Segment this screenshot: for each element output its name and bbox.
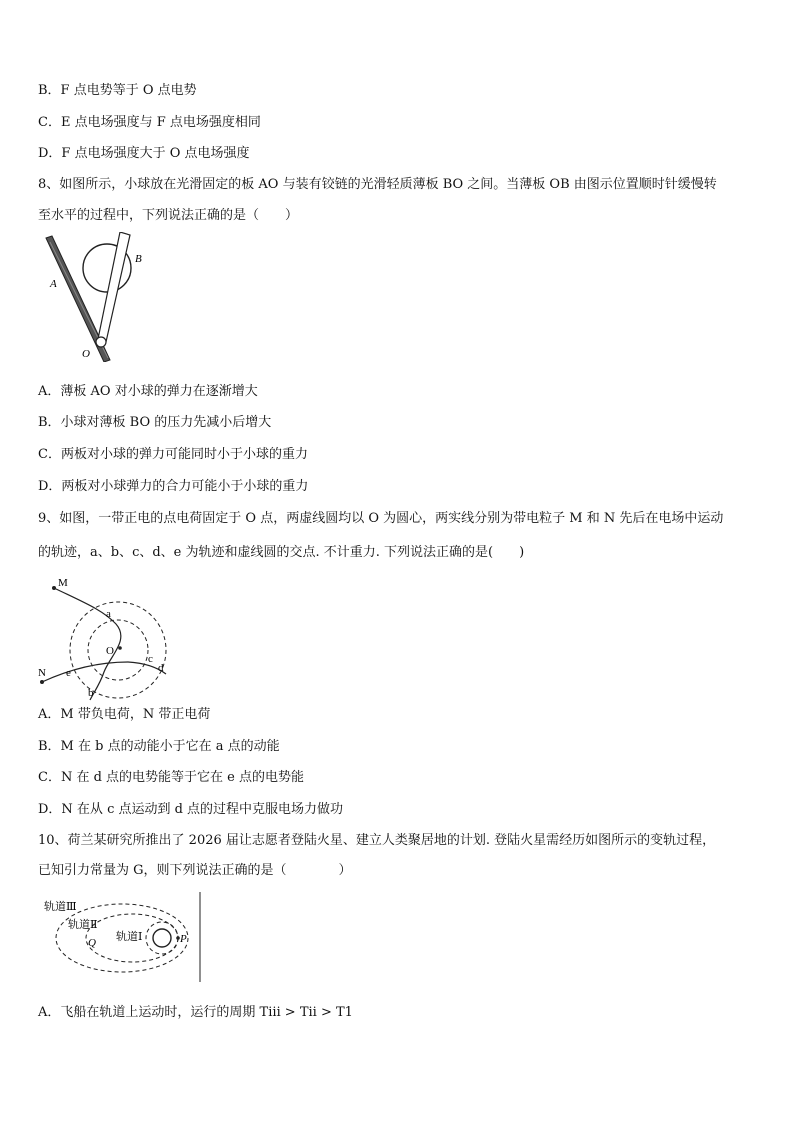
q8-figure [38, 232, 158, 362]
q7-option-b: B．F 点电势等于 O 点电势 [38, 83, 197, 98]
q9-label-n: N [38, 667, 46, 679]
q9-option-a: A．M 带负电荷，N 带正电荷 [38, 707, 211, 722]
q9-stem-line1: 9、如图，一带正电的点电荷固定于 O 点，两虚线圆均以 O 为圆心，两实线分别为带电粒子 M 和 N 先后在电场中运动 [38, 511, 724, 526]
q9-label-m: M [58, 577, 68, 589]
q8-option-a: A．薄板 AO 对小球的弹力在逐渐增大 [38, 384, 258, 399]
q7-option-c: C．E 点电场强度与 F 点电场强度相同 [38, 115, 261, 130]
q9-figure [38, 572, 178, 702]
q8-label-o: O [82, 348, 90, 360]
q8-label-b: B [135, 253, 142, 265]
q9-label-a: a [106, 608, 111, 620]
q9-label-b: b [88, 687, 94, 699]
q10-label-q: Q [88, 937, 96, 949]
q10-stem-line1: 10、荷兰某研究所推出了 2026 届让志愿者登陆火星、建立人类聚居地的计划. 登陆火星需经历如图所示的变轨过程， [38, 833, 716, 848]
q9-label-o: O [106, 645, 114, 657]
q7-option-d: D．F 点电场强度大于 O 点电场强度 [38, 146, 250, 161]
q9-label-e: e [66, 667, 71, 679]
q10-option-a: A．飞船在轨道上运动时，运行的周期 Tⅲ > Tⅱ > T1 [38, 1005, 353, 1020]
q8-label-a: A [50, 278, 57, 290]
q10-figure [38, 888, 208, 988]
q9-option-c: C．N 在 d 点的电势能等于它在 e 点的电势能 [38, 770, 304, 785]
q8-stem-line2: 至水平的过程中，下列说法正确的是（ ） [38, 208, 299, 223]
q10-stem-line2: 已知引力常量为 G，则下列说法正确的是（ ） [38, 863, 352, 878]
q10-label-orbit3: 轨道Ⅲ [44, 901, 77, 913]
q9-label-c: c [148, 653, 153, 665]
q8-option-d: D．两板对小球弹力的合力可能小于小球的重力 [38, 479, 309, 494]
q9-option-b: B．M 在 b 点的动能小于它在 a 点的动能 [38, 739, 280, 754]
q9-option-d: D．N 在从 c 点运动到 d 点的过程中克服电场力做功 [38, 802, 344, 817]
q9-stem-line2: 的轨迹，a、b、c、d、e 为轨迹和虚线圆的交点. 不计重力. 下列说法正确的是( ) [38, 545, 525, 560]
q9-label-d: d [158, 662, 164, 674]
q8-option-b: B．小球对薄板 BO 的压力先减小后增大 [38, 415, 272, 430]
q10-label-p: P [180, 933, 187, 945]
q10-label-orbit2: 轨道Ⅱ [68, 919, 98, 931]
q8-stem-line1: 8、如图所示，小球放在光滑固定的板 AO 与装有铰链的光滑轻质薄板 BO 之间。当薄板 OB 由图示位置顺时针缓慢转 [38, 177, 717, 192]
q10-label-orbit1: 轨道Ⅰ [116, 931, 143, 943]
q8-option-c: C．两板对小球的弹力可能同时小于小球的重力 [38, 447, 308, 462]
